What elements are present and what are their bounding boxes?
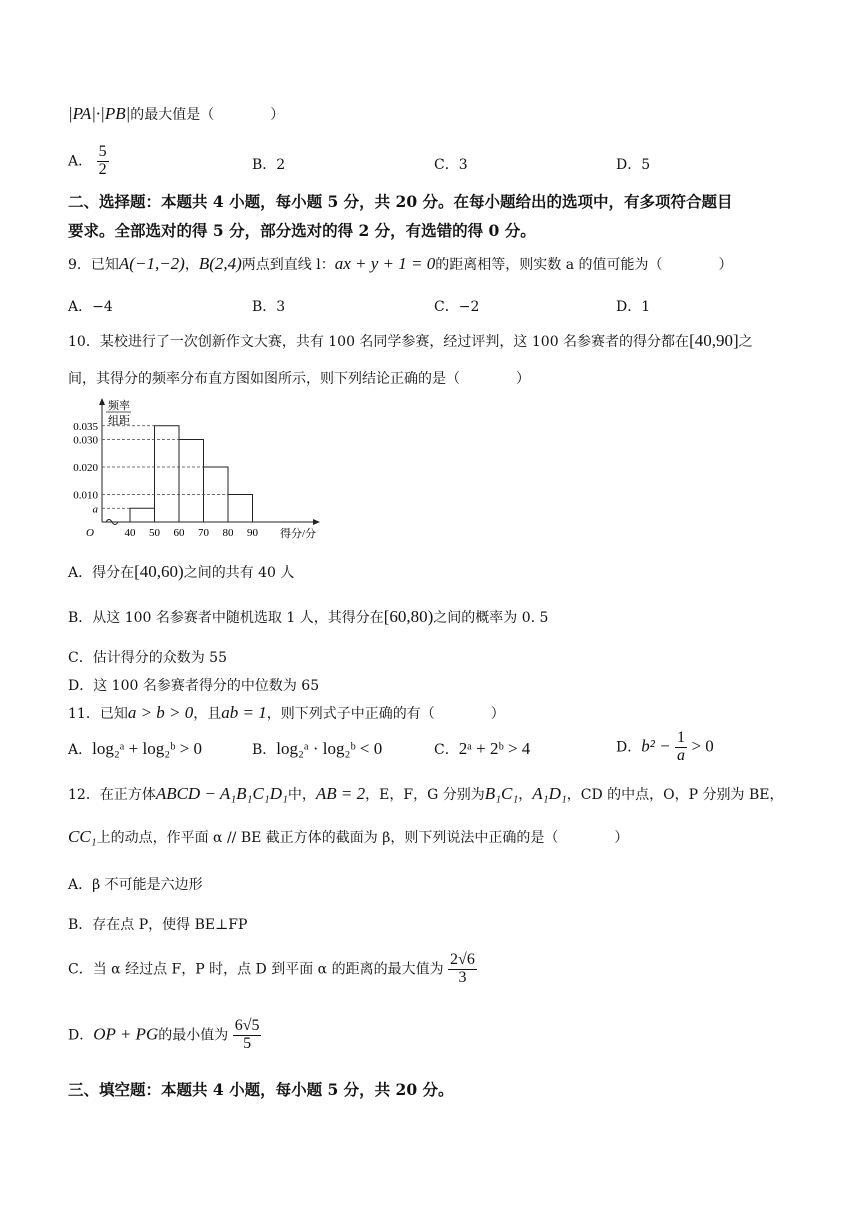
numerator: 5 xyxy=(98,143,107,160)
math-expr: 2ᵃ + 2ᵇ > 4 xyxy=(458,739,531,758)
q11-option-b[interactable] xyxy=(252,739,382,759)
histogram-group xyxy=(73,398,320,540)
q10-option-d[interactable]: D．这 100 名参赛者得分的中位数为 65 xyxy=(68,678,320,694)
segment-a1d1: A₁D₁ xyxy=(532,784,567,803)
q12-option-c[interactable] xyxy=(68,952,477,987)
y-tick-label: 0.020 xyxy=(73,462,98,474)
option-text: A．得分在 xyxy=(68,565,135,581)
fraction-1-a xyxy=(675,730,687,765)
score-interval: [40,90] xyxy=(689,331,739,350)
q9-stem: 9．已知A(−1,−2)，B(2,4)两点到直线 l：ax + y + 1 = 0的距离相等，则实数 a 的值可能为（ ） xyxy=(68,254,733,273)
q8-stem-fragment xyxy=(68,104,284,124)
y-tick-label: 0.010 xyxy=(73,489,98,502)
math-expr: > 0 xyxy=(691,736,714,756)
point-b: B(2,4) xyxy=(198,254,242,273)
q10-stem-line2: 间，其得分的频率分布直方图如图所示，则下列结论正确的是（ ） xyxy=(68,371,530,387)
q12-text-a: 12．在正方体 xyxy=(68,787,156,803)
histogram-bar xyxy=(155,426,180,522)
math-expr: log₂ᵃ + log₂ᵇ > 0 xyxy=(92,739,203,758)
edge-length: AB = 2 xyxy=(315,784,366,803)
x-axis-label: 得分/分 xyxy=(280,528,317,540)
q9-number: 9．已知 xyxy=(68,257,119,273)
x-tick-label: 40 xyxy=(124,527,136,539)
denominator: a xyxy=(677,746,686,764)
q9-option-c[interactable]: C．−2 xyxy=(434,299,480,315)
option-text: 之间的概率为 0. 5 xyxy=(433,610,549,626)
option-label: A． xyxy=(68,742,93,758)
math-expr: b² − xyxy=(641,736,671,756)
option-label: C． xyxy=(434,742,459,758)
histogram-bar xyxy=(228,495,253,523)
abs-product-expr: |PA|·|PB| xyxy=(68,104,131,123)
q9-tail-text: 的距离相等，则实数 a 的值可能为（ ） xyxy=(435,257,733,273)
q12-stem-line1 xyxy=(68,784,783,804)
condition-1: a > b > 0 xyxy=(127,703,194,722)
interval: [40,60) xyxy=(134,562,184,581)
y-tick-label: 0.035 xyxy=(73,420,98,433)
q12-text-d: ，CD 的中点，O，P 分别为 BE， xyxy=(566,787,784,803)
q10-text-a: 10．某校进行了一次创新作文大赛，共有 100 名同学参赛，经过评判，这 100 名参赛者的得分都在 xyxy=(68,334,690,350)
q12-stem-line2 xyxy=(68,827,628,847)
option-label: B． xyxy=(252,742,277,758)
fraction-6sqrt5-5 xyxy=(233,1018,262,1053)
q12-option-b[interactable]: B．存在点 P，使得 BE⊥FP xyxy=(68,917,248,933)
condition-2: ab = 1 xyxy=(221,703,267,722)
fraction-5-2 xyxy=(97,144,109,179)
segment-b1c1: B₁C₁ xyxy=(484,784,519,803)
option-label: D． xyxy=(616,739,642,756)
x-tick-label: 80 xyxy=(222,527,234,539)
option-text: B．从这 100 名参赛者中随机选取 1 人，其得分在 xyxy=(68,610,384,626)
section2-heading-line2: 要求。全部选对的得 5 分，部分选对的得 2 分，有选错的得 0 分。 xyxy=(68,221,536,240)
cube-name: ABCD − A₁B₁C₁D₁ xyxy=(155,784,288,803)
q11-stem xyxy=(68,703,505,723)
q10-option-a[interactable] xyxy=(68,562,294,582)
q11-text-c: ，则下列式子中正确的有（ ） xyxy=(266,706,505,722)
x-tick-label: 90 xyxy=(247,527,258,539)
option-text: 的最小值为 xyxy=(158,1027,229,1044)
x-axis-arrow xyxy=(313,519,320,525)
q11-option-a[interactable] xyxy=(68,739,202,759)
q8-stem-tail: 的最大值是（ ） xyxy=(130,107,285,123)
q8-option-b[interactable]: B．2 xyxy=(252,157,286,173)
denominator: 2 xyxy=(98,160,107,178)
y-tick-label: a xyxy=(92,503,98,516)
histogram-bar xyxy=(179,440,204,523)
segment-cc1: CC₁ xyxy=(68,827,97,846)
q12-option-a[interactable]: A．β 不可能是六边形 xyxy=(68,877,203,893)
math-expr: log₂ᵃ · log₂ᵇ < 0 xyxy=(276,739,383,758)
x-tick-label: 50 xyxy=(149,527,160,539)
x-tick-label: 60 xyxy=(173,527,185,539)
separator: ， xyxy=(518,787,533,803)
q8-option-a[interactable] xyxy=(68,144,109,179)
denominator: 5 xyxy=(243,1034,252,1052)
q12-text-e: 上的动点，作平面 α // BE 截正方体的截面为 β，则下列说法中正确的是（ ） xyxy=(96,830,629,846)
y-axis-arrow xyxy=(99,398,105,405)
q11-option-d[interactable] xyxy=(616,730,714,765)
option-text: C．当 α 经过点 F，P 时，点 D 到平面 α 的距离的最大值为 xyxy=(68,961,444,978)
denominator: 3 xyxy=(458,968,467,986)
q11-text-a: 11．已知 xyxy=(68,706,128,722)
q8-option-c[interactable]: C．3 xyxy=(434,157,468,173)
point-a: A(−1,−2) xyxy=(118,254,185,273)
histogram-chart xyxy=(58,394,338,544)
x-tick-label: 70 xyxy=(198,527,209,539)
q8-option-d[interactable]: D．5 xyxy=(616,157,651,173)
q10-option-c[interactable]: C．估计得分的众数为 55 xyxy=(68,650,227,666)
q11-text-b: ，且 xyxy=(193,706,222,722)
origin-label: O xyxy=(86,527,94,539)
math-expr: OP + PG xyxy=(93,1024,159,1044)
q12-option-d[interactable] xyxy=(68,1018,261,1053)
q12-text-b: 中， xyxy=(287,787,316,803)
option-text: 之间的共有 40 人 xyxy=(183,565,295,581)
q9-option-a[interactable]: A．−4 xyxy=(68,299,113,315)
q10-text-b: 之 xyxy=(738,334,753,350)
ylabel-denominator: 组距 xyxy=(108,415,130,427)
y-tick-label: 0.030 xyxy=(73,434,98,447)
q10-stem-line1 xyxy=(68,331,753,351)
q9-option-d[interactable]: D．1 xyxy=(616,299,651,315)
interval: [60,80) xyxy=(383,607,434,626)
q11-option-c[interactable] xyxy=(434,739,530,759)
histogram-bar xyxy=(130,508,155,522)
q12-text-c: ，E，F，G 分别为 xyxy=(365,787,485,803)
numerator: 6√5 xyxy=(234,1017,260,1034)
line-equation: ax + y + 1 = 0 xyxy=(334,254,436,273)
q9-mid-text: 两点到直线 l： xyxy=(241,257,335,273)
numerator: 1 xyxy=(677,729,686,746)
section3-heading: 三、填空题：本题共 4 小题，每小题 5 分，共 20 分。 xyxy=(68,1080,454,1099)
option-label: A． xyxy=(68,153,93,170)
q10-option-b[interactable] xyxy=(68,607,548,627)
q9-option-b[interactable]: B．3 xyxy=(252,299,286,315)
section2-heading-line1: 二、选择题：本题共 4 小题，每小题 5 分，共 20 分。在每小题给出的选项中，有多项符合题目 xyxy=(68,192,733,211)
option-label: D． xyxy=(68,1027,94,1044)
numerator: 2√6 xyxy=(450,951,475,968)
fraction-2sqrt6-3 xyxy=(448,952,477,987)
ylabel-numerator: 频率 xyxy=(108,400,130,412)
